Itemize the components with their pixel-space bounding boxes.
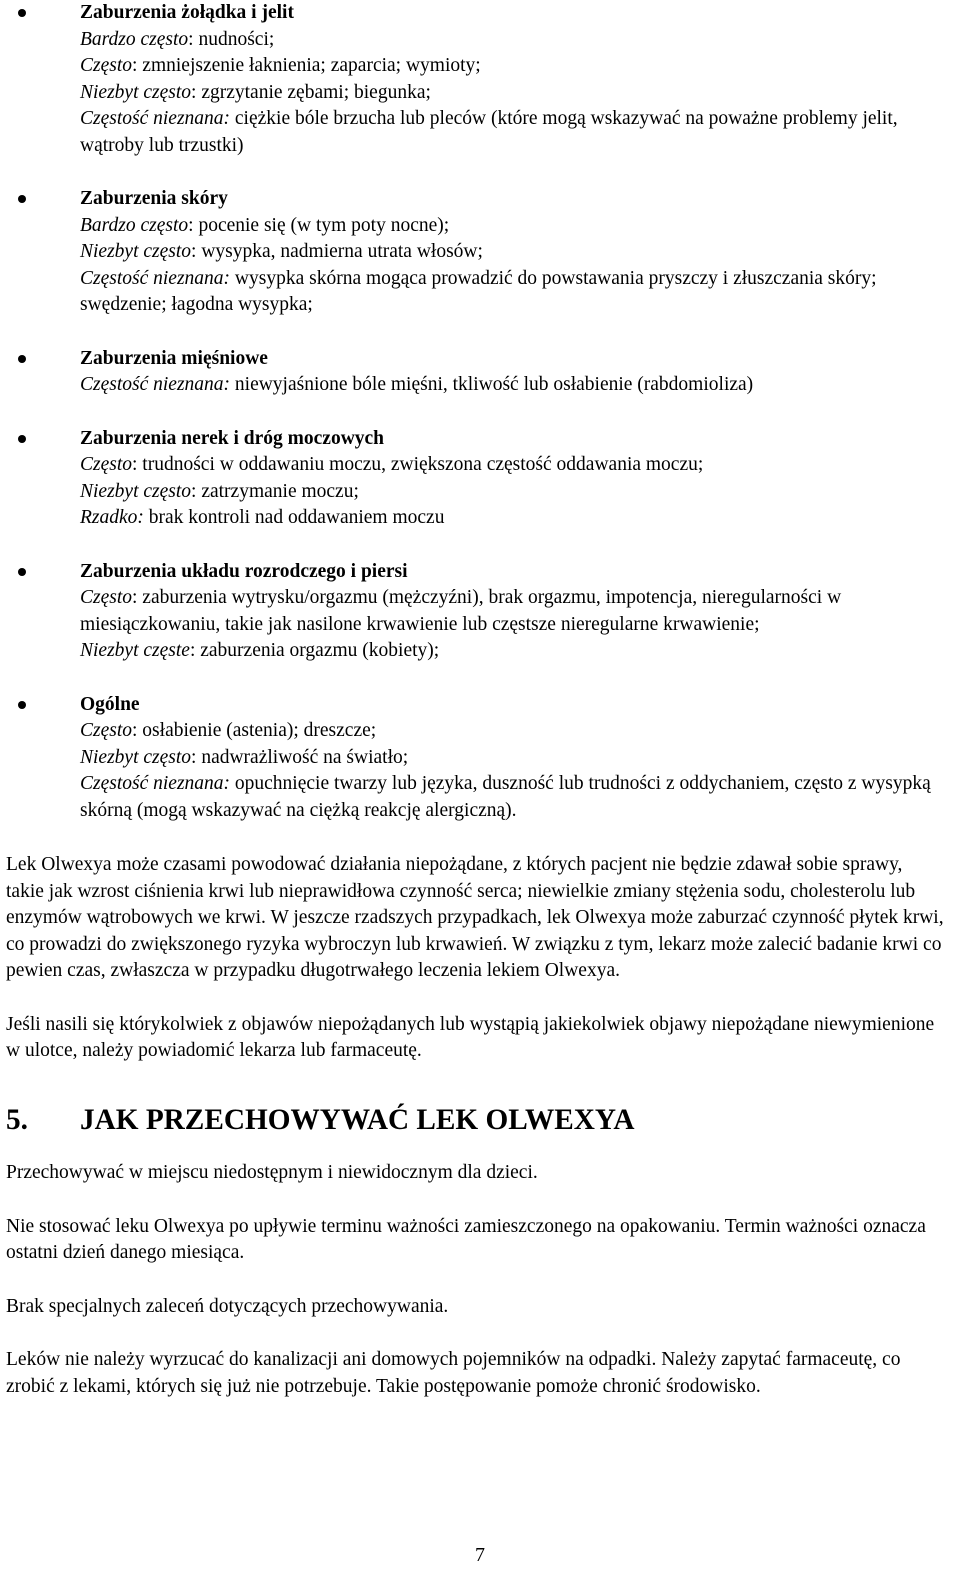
side-effect-section bbox=[0, 559, 960, 665]
frequency-label: Bardzo często bbox=[80, 28, 189, 50]
bullet-icon bbox=[18, 195, 26, 203]
bullet-icon bbox=[18, 568, 26, 576]
frequency-label: Niezbyt częste bbox=[80, 640, 190, 661]
frequency-text: : nadwrażliwość na światło; bbox=[191, 746, 409, 768]
frequency-line bbox=[80, 27, 944, 54]
frequency-label: Częstość nieznana: bbox=[80, 267, 231, 289]
frequency-label: Bardzo często bbox=[80, 214, 189, 236]
section-title: Zaburzenia układu rozrodczego i piersi bbox=[80, 560, 408, 582]
frequency-line bbox=[80, 771, 944, 824]
frequency-line bbox=[80, 239, 944, 266]
section-heading-title: JAK PRZECHOWYWAĆ LEK OLWEXYA bbox=[80, 1103, 635, 1136]
frequency-label: Niezbyt często bbox=[80, 746, 192, 768]
storage-paragraph: Przechowywać w miejscu niedostępnym i niewidocznym dla dzieci. bbox=[6, 1162, 538, 1183]
frequency-text: opuchnięcie twarzy lub języka, duszność lub trudności z oddychaniem, często z wysypką skórną (mogą wskazywać na ciężką reakcję alergiczną). bbox=[80, 773, 931, 821]
frequency-text: : zaburzenia wytrysku/orgazmu (mężczyźni), brak orgazmu, impotencja, nieregularności w miesiączkowaniu, takie jak nasilone krwawienie lub częstsze nieregularne krwawienie; bbox=[80, 587, 842, 635]
frequency-text: niewyjaśnione bóle mięśni, tkliwość lub osłabienie (rabdomioliza) bbox=[230, 374, 754, 395]
section-heading bbox=[0, 1103, 960, 1136]
side-effect-section bbox=[0, 0, 960, 159]
frequency-text: : wysypka, nadmierna utrata włosów; bbox=[191, 241, 483, 262]
frequency-text: : zgrzytanie zębami; biegunka; bbox=[191, 81, 431, 103]
frequency-text: wysypka skórna mogąca prowadzić do powstawania pryszczy i złuszczania skóry; swędzenie; łagodna wysypka; bbox=[80, 267, 877, 315]
frequency-text: : zatrzymanie moczu; bbox=[191, 480, 359, 502]
frequency-label: Często bbox=[80, 720, 133, 741]
frequency-line bbox=[80, 638, 944, 665]
bullet-icon bbox=[18, 355, 26, 363]
frequency-text: brak kontroli nad oddawaniem moczu bbox=[143, 507, 445, 528]
side-effect-section bbox=[0, 186, 960, 319]
frequency-label: Niezbyt często bbox=[80, 81, 192, 103]
frequency-text: : nudności; bbox=[188, 28, 275, 50]
body-paragraph: Jeśli nasili się którykolwiek z objawów niepożądanych lub wystąpią jakiekolwiek objawy niepożądane niewymienione w ulotce, należy powiadomić lekarza lub farmaceutę. bbox=[6, 1013, 935, 1061]
frequency-line bbox=[80, 505, 944, 532]
side-effect-section bbox=[0, 346, 960, 399]
frequency-line bbox=[80, 479, 944, 506]
side-effect-section bbox=[0, 692, 960, 825]
frequency-line bbox=[80, 53, 944, 80]
frequency-label: Często bbox=[80, 587, 133, 608]
frequency-label: Często bbox=[80, 55, 133, 76]
frequency-line bbox=[80, 80, 944, 107]
side-effect-section bbox=[0, 426, 960, 532]
frequency-line bbox=[80, 452, 944, 479]
page-number: 7 bbox=[475, 1544, 485, 1566]
storage-paragraph: Brak specjalnych zaleceń dotyczących przechowywania. bbox=[6, 1295, 449, 1317]
frequency-text: : zaburzenia orgazmu (kobiety); bbox=[189, 640, 440, 661]
frequency-text: : pocenie się (w tym poty nocne); bbox=[188, 214, 450, 236]
frequency-text: : trudności w oddawaniu moczu, zwiększona częstość oddawania moczu; bbox=[132, 454, 704, 475]
frequency-line bbox=[80, 266, 944, 319]
frequency-label: Częstość nieznana: bbox=[80, 108, 231, 129]
frequency-line bbox=[80, 106, 944, 159]
storage-paragraph: Leków nie należy wyrzucać do kanalizacji ani domowych pojemników na odpadki. Należy zapytać farmaceutę, co zrobić z lekami, których się już nie potrzebuje. Takie postępowanie pomoże chronić środowisko. bbox=[6, 1349, 901, 1397]
frequency-text: : zmniejszenie łaknienia; zaparcia; wymioty; bbox=[132, 55, 481, 76]
frequency-text: ciężkie bóle brzucha lub pleców (które mogą wskazywać na poważne problemy jelit, wątroby lub trzustki) bbox=[80, 108, 898, 156]
frequency-label: Niezbyt często bbox=[80, 241, 192, 262]
frequency-label: Często bbox=[80, 454, 133, 475]
frequency-line bbox=[80, 213, 944, 240]
section-title: Zaburzenia żołądka i jelit bbox=[80, 2, 294, 23]
section-title: Zaburzenia mięśniowe bbox=[80, 347, 268, 369]
section-title: Zaburzenia skóry bbox=[80, 188, 228, 209]
storage-paragraph: Nie stosować leku Olwexya po upływie terminu ważności zamieszczonego na opakowaniu. Termin ważności oznacza ostatni dzień danego miesiąca. bbox=[6, 1215, 926, 1263]
frequency-label: Niezbyt często bbox=[80, 480, 192, 502]
body-paragraph: Lek Olwexya może czasami powodować działania niepożądane, z których pacjent nie będzie zdawał sobie sprawy, takie jak wzrost ciśnienia krwi lub nieprawidłowa czynność serca; niewielkie zmiany stężenia sodu, cholesterolu lub enzymów wątrobowych we krwi. W jeszcze rzadszych przypadkach, lek Olwexya może zaburzać czynność płytek krwi, co prowadzi do zwiększonego ryzyka wybroczyn lub krwawień. W związku z tym, lekarz może zalecić badanie krwi co pewien czas, zwłaszcza w przypadku długotrwałego leczenia lekiem Olwexya. bbox=[6, 854, 944, 981]
frequency-text: : osłabienie (astenia); dreszcze; bbox=[132, 720, 377, 741]
bullet-icon bbox=[18, 9, 26, 17]
frequency-line bbox=[80, 718, 944, 745]
frequency-line bbox=[80, 372, 944, 399]
frequency-line bbox=[80, 745, 944, 772]
frequency-label: Rzadko: bbox=[80, 507, 144, 528]
section-number: 5. bbox=[6, 1103, 28, 1136]
bullet-icon bbox=[18, 435, 26, 443]
frequency-label: Częstość nieznana: bbox=[80, 374, 231, 395]
bullet-icon bbox=[18, 701, 26, 709]
section-title: Ogólne bbox=[80, 693, 140, 715]
frequency-label: Częstość nieznana: bbox=[80, 773, 231, 794]
section-title: Zaburzenia nerek i dróg moczowych bbox=[80, 427, 385, 449]
frequency-line bbox=[80, 585, 944, 638]
